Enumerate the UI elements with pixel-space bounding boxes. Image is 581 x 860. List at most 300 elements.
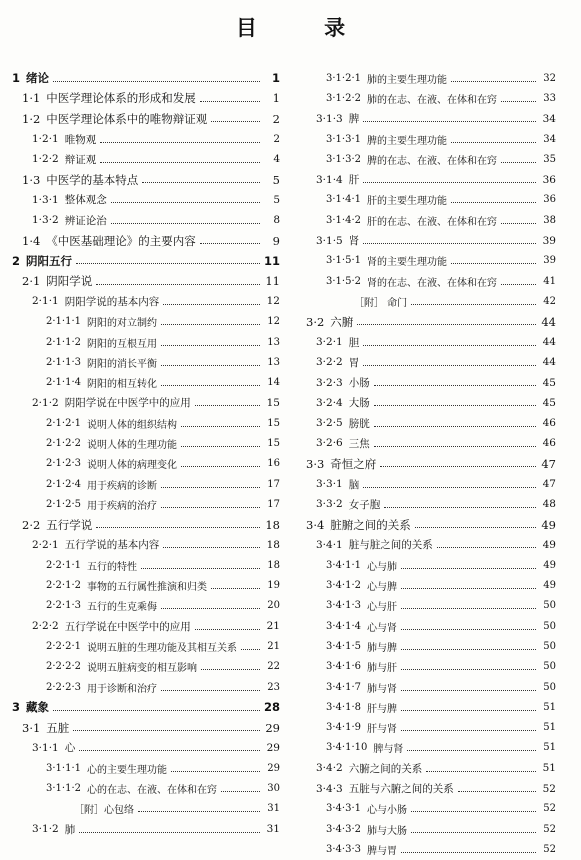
- toc-entry[interactable]: [306, 372, 556, 392]
- toc-entry[interactable]: [12, 291, 280, 311]
- toc-entry-title: 六腑: [330, 314, 354, 329]
- toc-entry-number: 2·1·2·1: [46, 417, 81, 429]
- toc-entry[interactable]: [12, 352, 280, 372]
- toc-entry-number: 3·4·1·3: [326, 600, 361, 612]
- toc-entry[interactable]: [306, 393, 556, 413]
- toc-entry-title: 脏与脏之间的关系: [348, 539, 433, 552]
- toc-entry-title: 用于疾病的治疗: [87, 500, 157, 512]
- toc-entry-title: 肝与脾: [367, 703, 397, 715]
- toc-entry-page: 49: [543, 559, 556, 571]
- toc-entry-title: 中医学理论体系中的唯物辩证观: [46, 111, 208, 126]
- toc-entry[interactable]: [306, 149, 556, 169]
- toc-entry[interactable]: [306, 109, 556, 129]
- toc-entry-title: 脾与胃: [367, 845, 397, 857]
- toc-entry-title: 脾: [348, 113, 360, 126]
- toc-entry-title: 说明人体的组织结构: [87, 419, 177, 431]
- toc-entry[interactable]: [306, 312, 556, 332]
- dot-leader: [73, 730, 260, 731]
- toc-entry[interactable]: [12, 758, 280, 778]
- toc-entry-number: 3·4·1·9: [326, 722, 361, 734]
- dot-leader: [501, 284, 536, 285]
- toc-entry-page: 18: [266, 538, 280, 551]
- toc-entry-number: 3·4·3: [316, 782, 343, 795]
- toc-entry-page: 52: [543, 803, 556, 815]
- toc-entry-page: 2: [273, 133, 280, 146]
- dot-leader: [401, 710, 536, 711]
- dot-leader: [161, 365, 260, 366]
- toc-entry[interactable]: [12, 799, 280, 819]
- toc-entry-page: 44: [542, 356, 556, 369]
- toc-entry-number: 3·1·5·1: [326, 255, 361, 267]
- toc-entry[interactable]: [306, 433, 556, 453]
- toc-entry-title: 肝的主要生理功能: [367, 196, 447, 208]
- toc-entry-number: 3·2·6: [316, 437, 343, 450]
- toc-entry-page: 44: [542, 336, 556, 348]
- dot-leader: [181, 426, 260, 427]
- toc-entry[interactable]: [12, 575, 280, 595]
- toc-entry[interactable]: [306, 555, 556, 575]
- toc-entry-number: 2·1·1·4: [46, 377, 81, 389]
- toc-entry[interactable]: [12, 555, 280, 575]
- dot-leader: [96, 527, 260, 528]
- dot-leader: [357, 324, 536, 325]
- toc-entry[interactable]: [306, 657, 556, 677]
- toc-entry-page: 19: [267, 580, 280, 592]
- toc-entry-title: 心与脾: [367, 582, 397, 594]
- toc-entry-number: 1·3: [22, 172, 41, 187]
- toc-entry[interactable]: [306, 271, 556, 291]
- toc-entry-number: 3·3·2: [316, 498, 343, 511]
- toc-entry[interactable]: [12, 433, 280, 453]
- toc-entry-page: 51: [543, 742, 556, 754]
- toc-entry[interactable]: [306, 210, 556, 230]
- toc-entry-number: 2·2·1·3: [46, 600, 81, 612]
- toc-entry[interactable]: [12, 738, 280, 758]
- toc-entry[interactable]: [306, 697, 556, 717]
- toc-entry-number: 2·2: [22, 517, 41, 532]
- toc-entry-page: 47: [541, 456, 556, 471]
- toc-entry-title: 肾的主要生理功能: [367, 257, 447, 269]
- dot-leader: [181, 446, 260, 447]
- toc-entry-number: 3·3: [306, 456, 325, 471]
- toc-entry-page: 5: [272, 172, 280, 187]
- toc-entry-number: 3·1·1·2: [46, 783, 81, 795]
- dot-leader: [141, 568, 260, 569]
- toc-entry-page: 29: [267, 762, 280, 774]
- dot-leader: [411, 832, 536, 833]
- dot-leader: [374, 405, 536, 406]
- toc-entry[interactable]: [12, 109, 280, 129]
- toc-entry-number: 3·1·2: [32, 823, 59, 836]
- toc-entry-number: 3·2: [306, 314, 325, 329]
- dot-leader: [111, 202, 260, 203]
- toc-entry-number: 3·4·1·1: [326, 559, 361, 571]
- toc-entry-title: 用于诊断和治疗: [87, 683, 157, 695]
- toc-entry[interactable]: [12, 149, 280, 169]
- toc-entry-page: 32: [543, 72, 556, 84]
- toc-entry-number: 3·4·1·4: [326, 620, 361, 632]
- toc-entry-number: 3·1·1: [32, 741, 59, 754]
- toc-entry-page: 33: [543, 92, 556, 104]
- toc-entry[interactable]: [306, 596, 556, 616]
- toc-entry[interactable]: [306, 413, 556, 433]
- toc-entry[interactable]: [306, 494, 556, 514]
- toc-entry-page: 1: [271, 71, 280, 86]
- toc-entry-page: 31: [267, 803, 280, 815]
- toc-entry[interactable]: [12, 129, 280, 149]
- toc-entry[interactable]: [12, 210, 280, 230]
- toc-entry-number: 3·4·1·7: [326, 681, 361, 693]
- toc-entry-title: 说明人体的病理变化: [87, 460, 177, 472]
- toc-entry-title: 肺的在志、在液、在体和在窍: [367, 94, 497, 106]
- toc-entry-number: 3·2·5: [316, 417, 343, 430]
- toc-entry-page: 13: [267, 336, 280, 348]
- toc-entry[interactable]: [306, 778, 556, 798]
- toc-entry[interactable]: [12, 332, 280, 352]
- toc-entry-page: 50: [543, 681, 556, 693]
- toc-entry[interactable]: [12, 271, 280, 291]
- dot-leader: [200, 101, 260, 102]
- dot-leader: [451, 202, 536, 203]
- dot-leader: [374, 446, 536, 447]
- toc-entry[interactable]: [12, 454, 280, 474]
- toc-entry-page: 14: [267, 377, 280, 389]
- toc-entry[interactable]: [12, 616, 280, 636]
- toc-entry-number: 3·1·5: [316, 234, 343, 247]
- toc-entry[interactable]: [306, 474, 556, 494]
- toc-entry-number: 3·4·1·8: [326, 701, 361, 713]
- toc-entry-title: 肺与大肠: [367, 825, 407, 837]
- toc-entry-title: 用于疾病的诊断: [87, 480, 157, 492]
- toc-entry-number: 3·4·3·3: [326, 843, 361, 855]
- toc-entry-page: 49: [541, 517, 556, 532]
- toc-entry[interactable]: [306, 839, 556, 859]
- toc-entry[interactable]: [306, 68, 556, 88]
- toc-entry[interactable]: [12, 636, 280, 656]
- toc-entry-title: 阴阳学说在中医学中的应用: [64, 397, 191, 410]
- toc-entry-number: 2·2·1: [32, 538, 59, 551]
- toc-entry-number: 1: [12, 71, 21, 86]
- toc-entry-number: 3·1·4·2: [326, 214, 361, 226]
- toc-entry-page: 50: [543, 620, 556, 632]
- dot-leader: [451, 263, 536, 264]
- dot-leader: [401, 690, 536, 691]
- toc-entry-title: 说明五脏病变的相互影响: [87, 663, 197, 675]
- toc-entry-page: 12: [266, 295, 280, 308]
- toc-entry-title: 辩证观: [64, 153, 97, 166]
- toc-entry[interactable]: [306, 819, 556, 839]
- dot-leader: [171, 771, 260, 772]
- toc-entry-page: 42: [543, 295, 556, 307]
- toc-entry-title: 藏象: [26, 700, 50, 715]
- dot-leader: [401, 588, 536, 589]
- toc-entry-number: 3·1·3·2: [326, 153, 361, 165]
- toc-entry-number: 3·3·1: [316, 478, 343, 491]
- dot-leader: [363, 243, 536, 244]
- toc-entry-page: 11: [265, 274, 280, 289]
- toc-entry-title: 阴阳的消长平衡: [87, 358, 157, 370]
- toc-entry[interactable]: [12, 312, 280, 332]
- toc-entry-page: 9: [272, 233, 280, 248]
- toc-entry-page: 21: [266, 620, 280, 633]
- toc-entry-page: 31: [266, 823, 280, 836]
- toc-entry[interactable]: [306, 515, 556, 535]
- dot-leader: [411, 304, 536, 305]
- toc-entry-page: 15: [266, 396, 280, 409]
- dot-leader: [426, 771, 536, 772]
- dot-leader: [407, 750, 536, 751]
- toc-entry-number: 2·1·2: [32, 396, 59, 409]
- toc-entry-page: 5: [273, 193, 280, 206]
- toc-entry[interactable]: [12, 413, 280, 433]
- toc-entry-title: 肺与脾: [367, 642, 397, 654]
- dot-leader: [195, 629, 260, 630]
- dot-leader: [401, 568, 536, 569]
- toc-entry[interactable]: [306, 251, 556, 271]
- toc-entry-number: 1·2·2: [32, 153, 59, 166]
- toc-entry-title: 五行学说的基本内容: [64, 539, 160, 552]
- toc-entry-page: 17: [267, 478, 280, 490]
- dot-leader: [79, 750, 260, 751]
- toc-entry-title: ［附］ 命门: [354, 297, 408, 309]
- dot-leader: [363, 182, 536, 183]
- toc-entry[interactable]: [12, 251, 280, 271]
- toc-entry[interactable]: [306, 718, 556, 738]
- toc-entry-title: 五行的生克乘侮: [87, 602, 157, 614]
- dot-leader: [211, 121, 260, 122]
- toc-entry-number: 2·1·2·4: [46, 478, 81, 490]
- toc-entry-number: 2·1·1·3: [46, 356, 81, 368]
- toc-entry-page: 23: [267, 681, 280, 693]
- toc-entry-page: 4: [273, 153, 280, 166]
- toc-entry-title: 阴阳的相互转化: [87, 379, 157, 391]
- toc-entry-page: 29: [265, 720, 280, 735]
- toc-entry[interactable]: [12, 657, 280, 677]
- toc-entry-title: 心: [64, 742, 76, 755]
- toc-entry-number: 2·2·1·1: [46, 559, 81, 571]
- toc-entry[interactable]: [306, 291, 556, 311]
- toc-entry[interactable]: [12, 515, 280, 535]
- toc-entry[interactable]: [12, 778, 280, 798]
- toc-entry-page: 39: [542, 234, 556, 247]
- toc-entry-title: 脾的主要生理功能: [367, 135, 447, 147]
- toc-entry[interactable]: [12, 535, 280, 555]
- toc-entry[interactable]: [306, 190, 556, 210]
- toc-entry-title: 胃: [348, 356, 360, 369]
- toc-entry-page: 11: [263, 253, 280, 268]
- toc-entry-page: 18: [267, 559, 280, 571]
- toc-entry[interactable]: [306, 738, 556, 758]
- dot-leader: [363, 365, 536, 366]
- dot-leader: [100, 142, 260, 143]
- toc-entry-page: 29: [266, 741, 280, 754]
- toc-entry-title: 阴阳学说: [46, 274, 93, 289]
- toc-entry-page: 46: [542, 437, 556, 450]
- toc-entry-page: 44: [541, 314, 556, 329]
- toc-entry[interactable]: [306, 799, 556, 819]
- toc-entry-number: 2·1·1·1: [46, 316, 81, 328]
- toc-entry-number: 3·1·2·1: [326, 72, 361, 84]
- toc-entry[interactable]: [12, 393, 280, 413]
- toc-entry-title: 肾: [348, 235, 360, 248]
- toc-entry-page: 16: [267, 458, 280, 470]
- toc-entry[interactable]: [12, 68, 280, 88]
- toc-entry[interactable]: [306, 352, 556, 372]
- toc-entry[interactable]: [306, 636, 556, 656]
- toc-entry-title: 肝与肾: [367, 724, 397, 736]
- toc-entry-title: 事物的五行属性推演和归类: [87, 582, 207, 594]
- toc-entry-number: 3·2·1: [316, 336, 343, 348]
- toc-entry-number: 3·1·4·1: [326, 194, 361, 206]
- toc-entry-page: 45: [542, 396, 556, 409]
- dot-leader: [363, 487, 536, 488]
- toc-entry-title: 绪论: [26, 71, 50, 86]
- toc-entry-title: 阴阳学说的基本内容: [64, 295, 160, 308]
- toc-entry[interactable]: [12, 819, 280, 839]
- toc-entry-number: 2·1·2·2: [46, 437, 81, 449]
- dot-leader: [79, 832, 260, 833]
- dot-leader: [221, 791, 260, 792]
- toc-entry-title: 心与肾: [367, 622, 397, 634]
- toc-entry-title: 三焦: [348, 437, 370, 450]
- toc-entry-page: 48: [542, 498, 556, 511]
- toc-entry-title: 脾的在志、在液、在体和在窍: [367, 155, 497, 167]
- toc-entry-title: 脾与肾: [373, 744, 404, 756]
- toc-entry[interactable]: [12, 494, 280, 514]
- toc-entry[interactable]: [306, 230, 556, 250]
- toc-entry-page: 39: [543, 255, 556, 267]
- toc-entry-title: 心与肝: [367, 602, 397, 614]
- dot-leader: [138, 811, 260, 812]
- toc-entry-page: 49: [543, 580, 556, 592]
- dot-leader: [501, 101, 536, 102]
- toc-entry[interactable]: [306, 616, 556, 636]
- toc-entry-page: 50: [543, 661, 556, 673]
- toc-entry-number: 3·1·3·1: [326, 133, 361, 145]
- toc-entry-title: 说明五脏的生理功能及其相互关系: [87, 642, 237, 654]
- toc-entry-page: 45: [542, 376, 556, 389]
- toc-entry-title: 整体观念: [64, 194, 107, 207]
- dot-leader: [195, 405, 260, 406]
- toc-entry-page: 22: [267, 661, 280, 673]
- toc-entry[interactable]: [12, 474, 280, 494]
- toc-entry-number: 3·1·5·2: [326, 275, 361, 287]
- toc-entry-number: 1·4: [22, 233, 41, 248]
- toc-entry[interactable]: [12, 169, 280, 189]
- dot-leader: [401, 649, 536, 650]
- toc-entry[interactable]: [306, 332, 556, 352]
- toc-entry[interactable]: [306, 88, 556, 108]
- toc-entry-title: 心与肺: [367, 561, 397, 573]
- toc-entry[interactable]: [12, 190, 280, 210]
- dot-leader: [241, 649, 260, 650]
- toc-entry-number: 2·2·2: [32, 620, 59, 633]
- toc-entry[interactable]: [12, 718, 280, 738]
- dot-leader: [374, 385, 536, 386]
- toc-entry-title: 肺与肾: [367, 683, 397, 695]
- toc-entry-title: 说明人体的生理功能: [87, 439, 177, 451]
- toc-entry[interactable]: [12, 88, 280, 108]
- dot-leader: [163, 304, 260, 305]
- toc-entry-page: 18: [265, 517, 280, 532]
- dot-leader: [100, 162, 260, 163]
- toc-entry[interactable]: [12, 372, 280, 392]
- toc-entry-page: 21: [267, 640, 280, 652]
- toc-entry-page: 1: [272, 91, 280, 106]
- dot-leader: [161, 690, 260, 691]
- toc-entry-title: 脑: [348, 478, 360, 491]
- toc-entry-page: 30: [267, 783, 280, 795]
- dot-leader: [161, 608, 260, 609]
- toc-entry-number: 3·1·4: [316, 173, 343, 186]
- toc-entry-title: 肝的在志、在液、在体和在窍: [367, 216, 497, 228]
- dot-leader: [161, 345, 260, 346]
- toc-entry-title: 五行学说: [46, 517, 93, 532]
- toc-entry-title: 女子胞: [348, 498, 381, 511]
- toc-entry-number: 2·1·1: [32, 295, 59, 308]
- dot-leader: [161, 324, 260, 325]
- toc-entry-number: 3·2·2: [316, 356, 343, 369]
- dot-leader: [401, 608, 536, 609]
- toc-entry[interactable]: [12, 677, 280, 697]
- toc-entry-title: 唯物观: [64, 133, 97, 146]
- toc-entry-title: 心与小肠: [367, 805, 407, 817]
- toc-entry-number: 3·1: [22, 720, 41, 735]
- dot-leader: [53, 710, 260, 711]
- toc-entry-title: 脏腑之间的关系: [330, 517, 411, 532]
- toc-entry-title: 心的主要生理功能: [87, 764, 167, 776]
- dot-leader: [181, 466, 260, 467]
- toc-right-column: [306, 68, 556, 860]
- toc-entry-page: 12: [267, 316, 280, 328]
- toc-entry-number: 3·2·3: [316, 376, 343, 389]
- toc-entry-page: 13: [267, 356, 280, 368]
- toc-entry[interactable]: [12, 596, 280, 616]
- toc-entry-number: 3·4·1·2: [326, 580, 361, 592]
- toc-entry-title: 膀胱: [348, 417, 370, 430]
- dot-leader: [211, 588, 260, 589]
- toc-entry-page: 47: [542, 478, 556, 491]
- toc-entry[interactable]: [306, 535, 556, 555]
- dot-leader: [437, 547, 536, 548]
- toc-entry-title: 辨证论治: [64, 214, 107, 227]
- toc-entry[interactable]: [306, 575, 556, 595]
- toc-entry[interactable]: [306, 677, 556, 697]
- toc-entry-page: 46: [542, 417, 556, 430]
- toc-entry-title: 心的在志、在液、在体和在窍: [87, 785, 217, 797]
- toc-entry[interactable]: [306, 169, 556, 189]
- toc-entry-page: 51: [543, 722, 556, 734]
- dot-leader: [451, 142, 536, 143]
- toc-entry[interactable]: [12, 230, 280, 250]
- dot-leader: [142, 182, 260, 183]
- toc-entry-number: 1·1: [22, 91, 41, 106]
- toc-entry[interactable]: [306, 758, 556, 778]
- toc-entry[interactable]: [306, 454, 556, 474]
- toc-entry-title: 胆: [348, 336, 360, 349]
- toc-entry[interactable]: [12, 697, 280, 717]
- toc-entry-number: 2·2·2·2: [46, 661, 81, 673]
- toc-entry-title: 中医学理论体系的形成和发展: [46, 91, 196, 106]
- dot-leader: [384, 507, 536, 508]
- toc-entry[interactable]: [306, 129, 556, 149]
- dot-leader: [201, 669, 260, 670]
- toc-entry-page: 34: [542, 112, 556, 125]
- toc-entry-page: 49: [542, 538, 556, 551]
- toc-entry-page: 52: [543, 843, 556, 855]
- page-title: 目 录: [235, 16, 376, 40]
- toc-entry-page: 52: [543, 823, 556, 835]
